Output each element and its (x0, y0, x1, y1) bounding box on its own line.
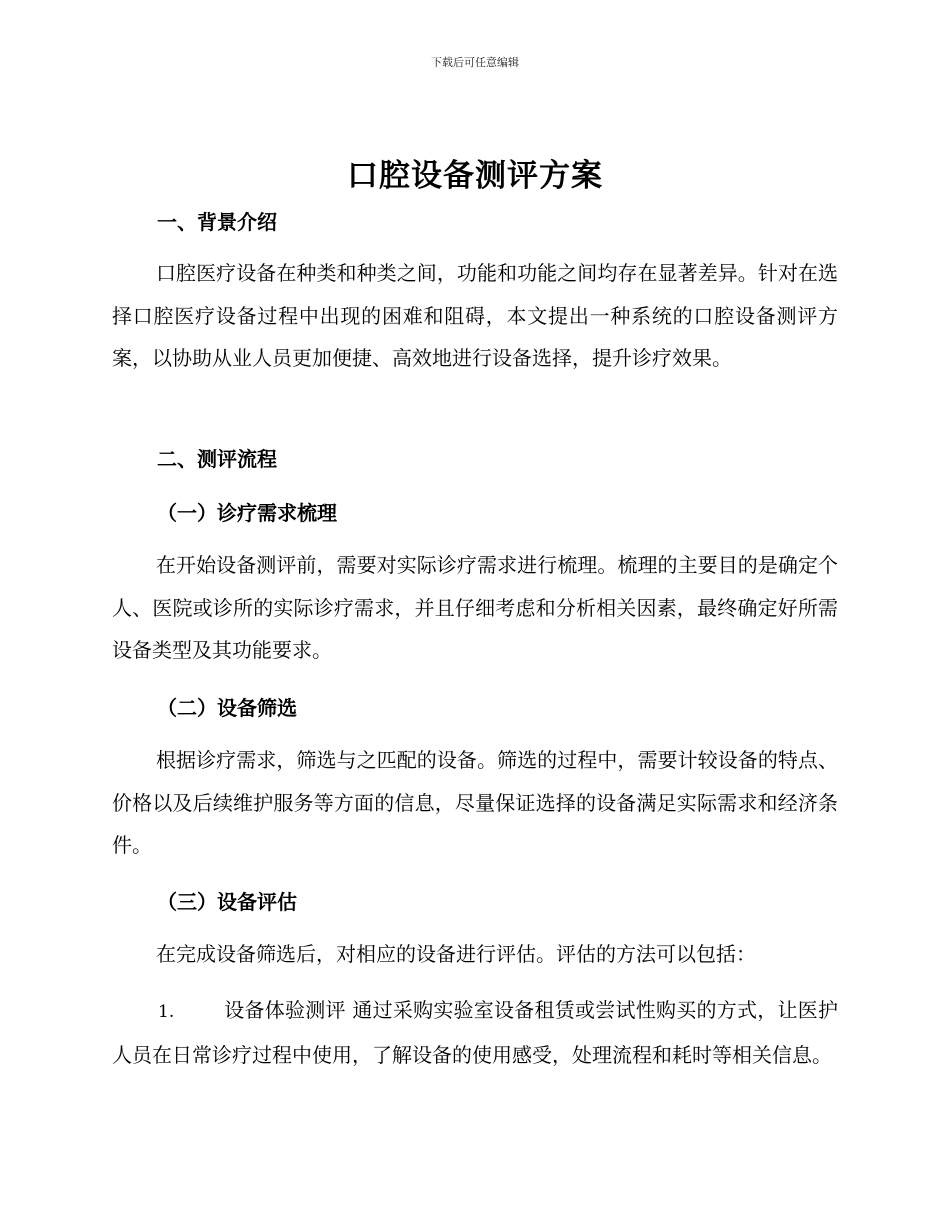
header-note: 下载后可任意编辑 (431, 56, 519, 69)
paragraph-screening: 根据诊疗需求，筛选与之匹配的设备。筛选的过程中，需要计较设备的特点、价格以及后续维护服务等方面的信息，尽量保证选择的设备满足实际需求和经济条件。 (112, 748, 838, 857)
paragraph-evaluation: 在完成设备筛选后，对相应的设备进行评估。评估的方法可以包括： (156, 942, 756, 966)
list-item (112, 989, 838, 1076)
subheading-screening: （二）设备筛选 (157, 696, 297, 720)
document-title: 口腔设备测评方案 (347, 158, 603, 194)
list-item-text: 设备体验测评 通过采购实验室设备租赁或尝试性购买的方式，让医护人员在日常诊疗过程中使用，了解设备的使用感受，处理流程和耗时等相关信息。 (112, 998, 838, 1067)
subheading-needs: （一）诊疗需求梳理 (157, 501, 337, 525)
paragraph-background: 口腔医疗设备在种类和种类之间，功能和功能之间均存在显著差异。针对在选择口腔医疗设备过程中出现的困难和阻碍，本文提出一种系统的口腔设备测评方案，以协助从业人员更加便捷、高效地进行设备选择，提升诊疗效果。 (112, 261, 838, 370)
section-heading-background: 一、背景介绍 (157, 210, 277, 234)
subheading-evaluation: （三）设备评估 (157, 890, 297, 914)
paragraph-needs: 在开始设备测评前，需要对实际诊疗需求进行梳理。梳理的主要目的是确定个人、医院或诊所的实际诊疗需求，并且仔细考虑和分析相关因素，最终确定好所需设备类型及其功能要求。 (112, 553, 838, 662)
section-heading-process: 二、测评流程 (157, 447, 277, 471)
list-item-number: 1. (158, 1002, 175, 1022)
